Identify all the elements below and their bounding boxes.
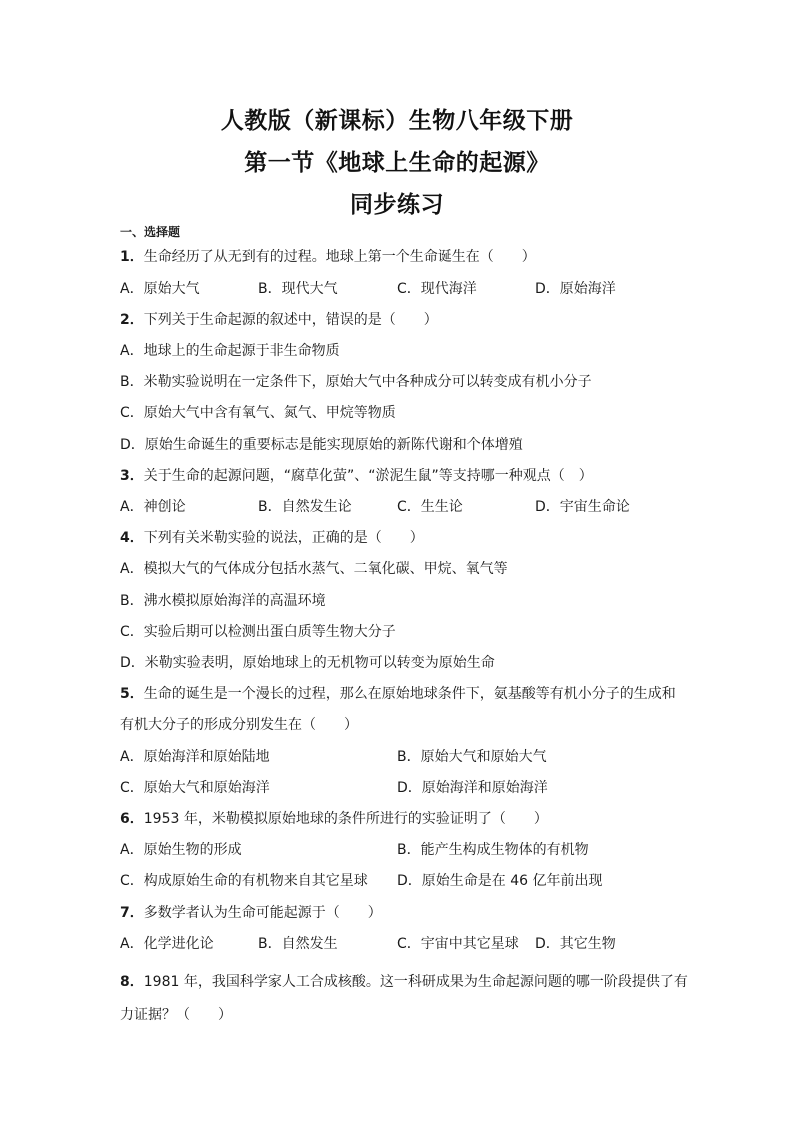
document-heading: 同步练习 — [350, 192, 444, 218]
option: B．沸水模拟原始海洋的高温环境 — [120, 593, 326, 609]
option: C．原始大气和原始海洋 — [120, 780, 270, 796]
option: C．宇宙中其它星球 — [397, 936, 519, 952]
option: B．能产生构成生物体的有机物 — [397, 842, 589, 858]
option: D．原始海洋 — [535, 281, 616, 297]
option: C．现代海洋 — [397, 281, 477, 297]
question-stem: 8．1981 年，我国科学家人工合成核酸。这一科研成果为生命起源问题的哪一阶段提供了有 — [120, 974, 688, 990]
question-stem: 3．关于生命的起源问题，“腐草化萤”、“淤泥生鼠”等支持哪一种观点（ ） — [120, 468, 593, 484]
question-stem: 4．下列有关米勒实验的说法，正确的是（ ） — [120, 530, 424, 546]
question-stem: 1．生命经历了从无到有的过程。地球上第一个生命诞生在（ ） — [120, 249, 536, 265]
option: C．构成原始生命的有机物来自其它星球 — [120, 873, 368, 889]
option: C．生生论 — [397, 499, 463, 515]
option: B．米勒实验说明在一定条件下，原始大气中各种成分可以转变成有机小分子 — [120, 374, 592, 390]
option: B．原始大气和原始大气 — [397, 749, 547, 765]
option: D．其它生物 — [535, 936, 616, 952]
option: A．模拟大气的气体成分包括水蒸气、二氧化碳、甲烷、氧气等 — [120, 561, 508, 577]
question-stem: 2．下列关于生命起源的叙述中，错误的是（ ） — [120, 312, 438, 328]
section-heading: 一、选择题 — [120, 225, 181, 239]
option: B．自然发生 — [258, 936, 338, 952]
option: D．原始海洋和原始海洋 — [397, 780, 548, 796]
option: A．原始生物的形成 — [120, 842, 242, 858]
option: D．原始生命诞生的重要标志是能实现原始的新陈代谢和个体增殖 — [120, 437, 523, 453]
option: A．原始大气 — [120, 281, 200, 297]
option: B．现代大气 — [258, 281, 338, 297]
document-title: 人教版（新课标）生物八年级下册 — [220, 108, 574, 134]
option: A．化学进化论 — [120, 936, 214, 952]
option: A．原始海洋和原始陆地 — [120, 749, 270, 765]
option: A．神创论 — [120, 499, 186, 515]
option: D．米勒实验表明，原始地球上的无机物可以转变为原始生命 — [120, 655, 495, 671]
option: A．地球上的生命起源于非生命物质 — [120, 343, 340, 359]
question-stem: 6．1953 年，米勒模拟原始地球的条件所进行的实验证明了（ ） — [120, 811, 548, 827]
option: C．实验后期可以检测出蛋白质等生物大分子 — [120, 624, 396, 640]
option: D．原始生命是在 46 亿年前出现 — [397, 873, 603, 889]
question-stem: 7．多数学者认为生命可能起源于（ ） — [120, 905, 382, 921]
option: C．原始大气中含有氧气、氮气、甲烷等物质 — [120, 405, 396, 421]
question-stem: 5．生命的诞生是一个漫长的过程，那么在原始地球条件下，氨基酸等有机小分子的生成和 — [120, 686, 676, 702]
question-stem-continued: 力证据？（ ） — [120, 1007, 232, 1023]
option: D．宇宙生命论 — [535, 499, 630, 515]
option: B．自然发生论 — [258, 499, 352, 515]
document-subtitle: 第一节《地球上生命的起源》 — [244, 150, 550, 176]
question-stem-continued: 有机大分子的形成分别发生在（ ） — [120, 717, 358, 733]
